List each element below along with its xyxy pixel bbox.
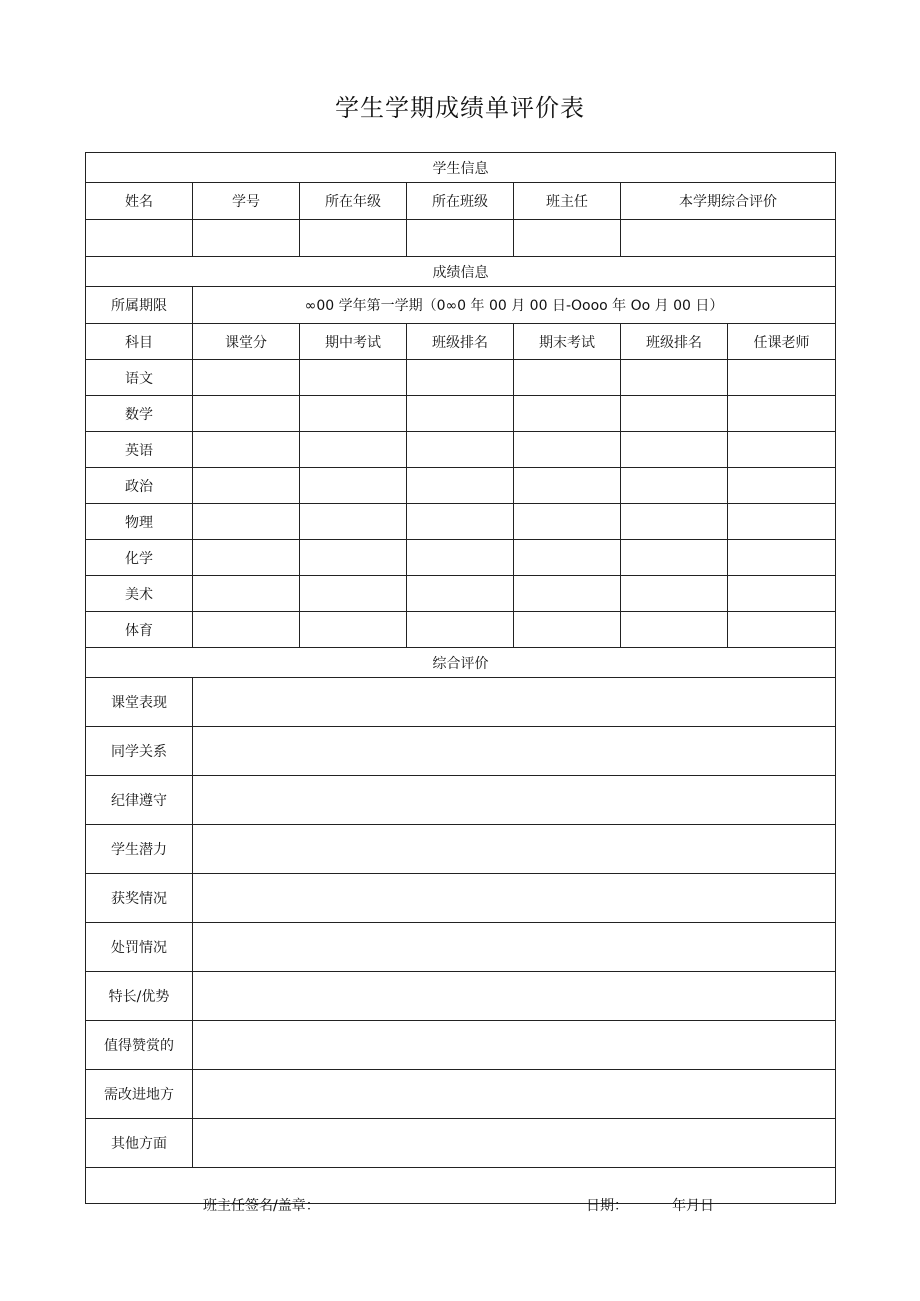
signer-label: 班主任签名/盖章： [203,1197,320,1214]
grade-cell[interactable] [621,540,728,576]
grade-cell[interactable] [407,540,514,576]
grade-cell[interactable] [514,504,621,540]
grades-header-row [86,324,836,360]
student-info-section-label: 学生信息 [86,153,836,183]
grade-cell[interactable] [300,360,407,396]
evaluation-field[interactable] [193,972,836,1021]
grades-section-label: 成绩信息 [86,257,836,287]
evaluation-field[interactable] [193,923,836,972]
subject-label: 英语 [86,432,193,468]
subject-row [86,540,836,576]
grade-cell[interactable] [407,612,514,648]
name-field[interactable] [86,220,193,257]
grade-cell[interactable] [621,360,728,396]
grade-level-field[interactable] [300,220,407,257]
evaluation-field[interactable] [193,727,836,776]
evaluation-row [86,776,836,825]
evaluation-label: 课堂表现 [86,678,193,727]
grade-cell[interactable] [300,540,407,576]
grade-cell[interactable] [300,576,407,612]
grade-cell[interactable] [407,360,514,396]
evaluation-row [86,1119,836,1168]
subject-row [86,432,836,468]
subject-row [86,360,836,396]
grade-cell[interactable] [193,612,300,648]
evaluation-field[interactable] [193,776,836,825]
grade-cell[interactable] [514,468,621,504]
evaluation-section-label: 综合评价 [86,648,836,678]
grade-cell[interactable] [193,576,300,612]
grade-cell[interactable] [407,504,514,540]
grade-cell[interactable] [193,540,300,576]
student-id-field[interactable] [193,220,300,257]
grade-cell[interactable] [514,612,621,648]
grade-cell[interactable] [193,468,300,504]
grade-cell[interactable] [193,432,300,468]
grade-cell[interactable] [300,396,407,432]
period-row [86,287,836,324]
header-midterm-rank: 班级排名 [407,324,514,360]
header-head-teacher: 班主任 [514,183,621,220]
subject-row [86,396,836,432]
class-field[interactable] [407,220,514,257]
evaluation-row [86,1070,836,1119]
grade-cell[interactable] [728,612,836,648]
evaluation-field[interactable] [193,874,836,923]
grade-cell[interactable] [621,576,728,612]
grade-cell[interactable] [621,612,728,648]
evaluation-label: 值得赞赏的 [86,1021,193,1070]
evaluation-label: 需改进地方 [86,1070,193,1119]
evaluation-label: 特长/优势 [86,972,193,1021]
subject-label: 体育 [86,612,193,648]
grade-cell[interactable] [300,504,407,540]
evaluation-field[interactable] [193,825,836,874]
grade-cell[interactable] [514,540,621,576]
evaluation-row [86,678,836,727]
grade-cell[interactable] [621,504,728,540]
header-teacher: 任课老师 [728,324,836,360]
grade-cell[interactable] [514,576,621,612]
header-class-score: 课堂分 [193,324,300,360]
grade-cell[interactable] [728,576,836,612]
date-format: 年月日 [672,1197,714,1214]
evaluation-row [86,972,836,1021]
grade-cell[interactable] [621,396,728,432]
grade-cell[interactable] [514,360,621,396]
head-teacher-field[interactable] [514,220,621,257]
subject-label: 语文 [86,360,193,396]
evaluation-field[interactable] [193,1021,836,1070]
subject-label: 物理 [86,504,193,540]
subject-row [86,612,836,648]
period-value: ∞00 学年第一学期（0∞0 年 00 月 00 日-Oooo 年 Oo 月 00 日） [193,287,836,324]
grade-cell[interactable] [621,432,728,468]
subject-label: 化学 [86,540,193,576]
grade-cell[interactable] [728,432,836,468]
evaluation-row [86,1021,836,1070]
signature-row [86,1168,836,1204]
grade-cell[interactable] [728,504,836,540]
grade-cell[interactable] [193,396,300,432]
student-info-input-row [86,220,836,257]
evaluation-label: 学生潜力 [86,825,193,874]
grade-cell[interactable] [728,468,836,504]
grade-cell[interactable] [407,396,514,432]
grade-cell[interactable] [300,432,407,468]
grade-cell[interactable] [728,360,836,396]
evaluation-label: 处罚情况 [86,923,193,972]
grade-cell[interactable] [728,540,836,576]
header-overall-evaluation: 本学期综合评价 [621,183,836,220]
header-midterm: 期中考试 [300,324,407,360]
header-student-id: 学号 [193,183,300,220]
subject-row [86,468,836,504]
grade-cell[interactable] [514,396,621,432]
evaluation-field[interactable] [193,678,836,727]
grade-cell[interactable] [407,468,514,504]
header-final: 期末考试 [514,324,621,360]
header-grade-level: 所在年级 [300,183,407,220]
grade-cell[interactable] [407,432,514,468]
evaluation-label: 纪律遵守 [86,776,193,825]
grade-cell[interactable] [514,432,621,468]
evaluation-row [86,727,836,776]
header-name: 姓名 [86,183,193,220]
evaluation-row [86,923,836,972]
period-label: 所属期限 [86,287,193,324]
subject-label: 数学 [86,396,193,432]
overall-evaluation-field[interactable] [621,220,836,257]
evaluation-field[interactable] [193,1070,836,1119]
date-label: 日期： [586,1197,628,1214]
student-info-header-row [86,183,836,220]
grade-cell[interactable] [728,396,836,432]
header-final-rank: 班级排名 [621,324,728,360]
evaluation-label: 获奖情况 [86,874,193,923]
subject-label: 美术 [86,576,193,612]
subject-row [86,504,836,540]
grade-cell[interactable] [300,612,407,648]
subject-label: 政治 [86,468,193,504]
grade-cell[interactable] [193,504,300,540]
evaluation-row [86,825,836,874]
grade-cell[interactable] [193,360,300,396]
evaluation-field[interactable] [193,1119,836,1168]
evaluation-label: 同学关系 [86,727,193,776]
evaluation-label: 其他方面 [86,1119,193,1168]
grade-cell[interactable] [300,468,407,504]
grade-cell[interactable] [407,576,514,612]
header-class: 所在班级 [407,183,514,220]
subject-row [86,576,836,612]
page-title: 学生学期成绩单评价表 [335,94,585,122]
grade-cell[interactable] [621,468,728,504]
evaluation-row [86,874,836,923]
header-subject: 科目 [86,324,193,360]
evaluation-form [85,152,836,1214]
